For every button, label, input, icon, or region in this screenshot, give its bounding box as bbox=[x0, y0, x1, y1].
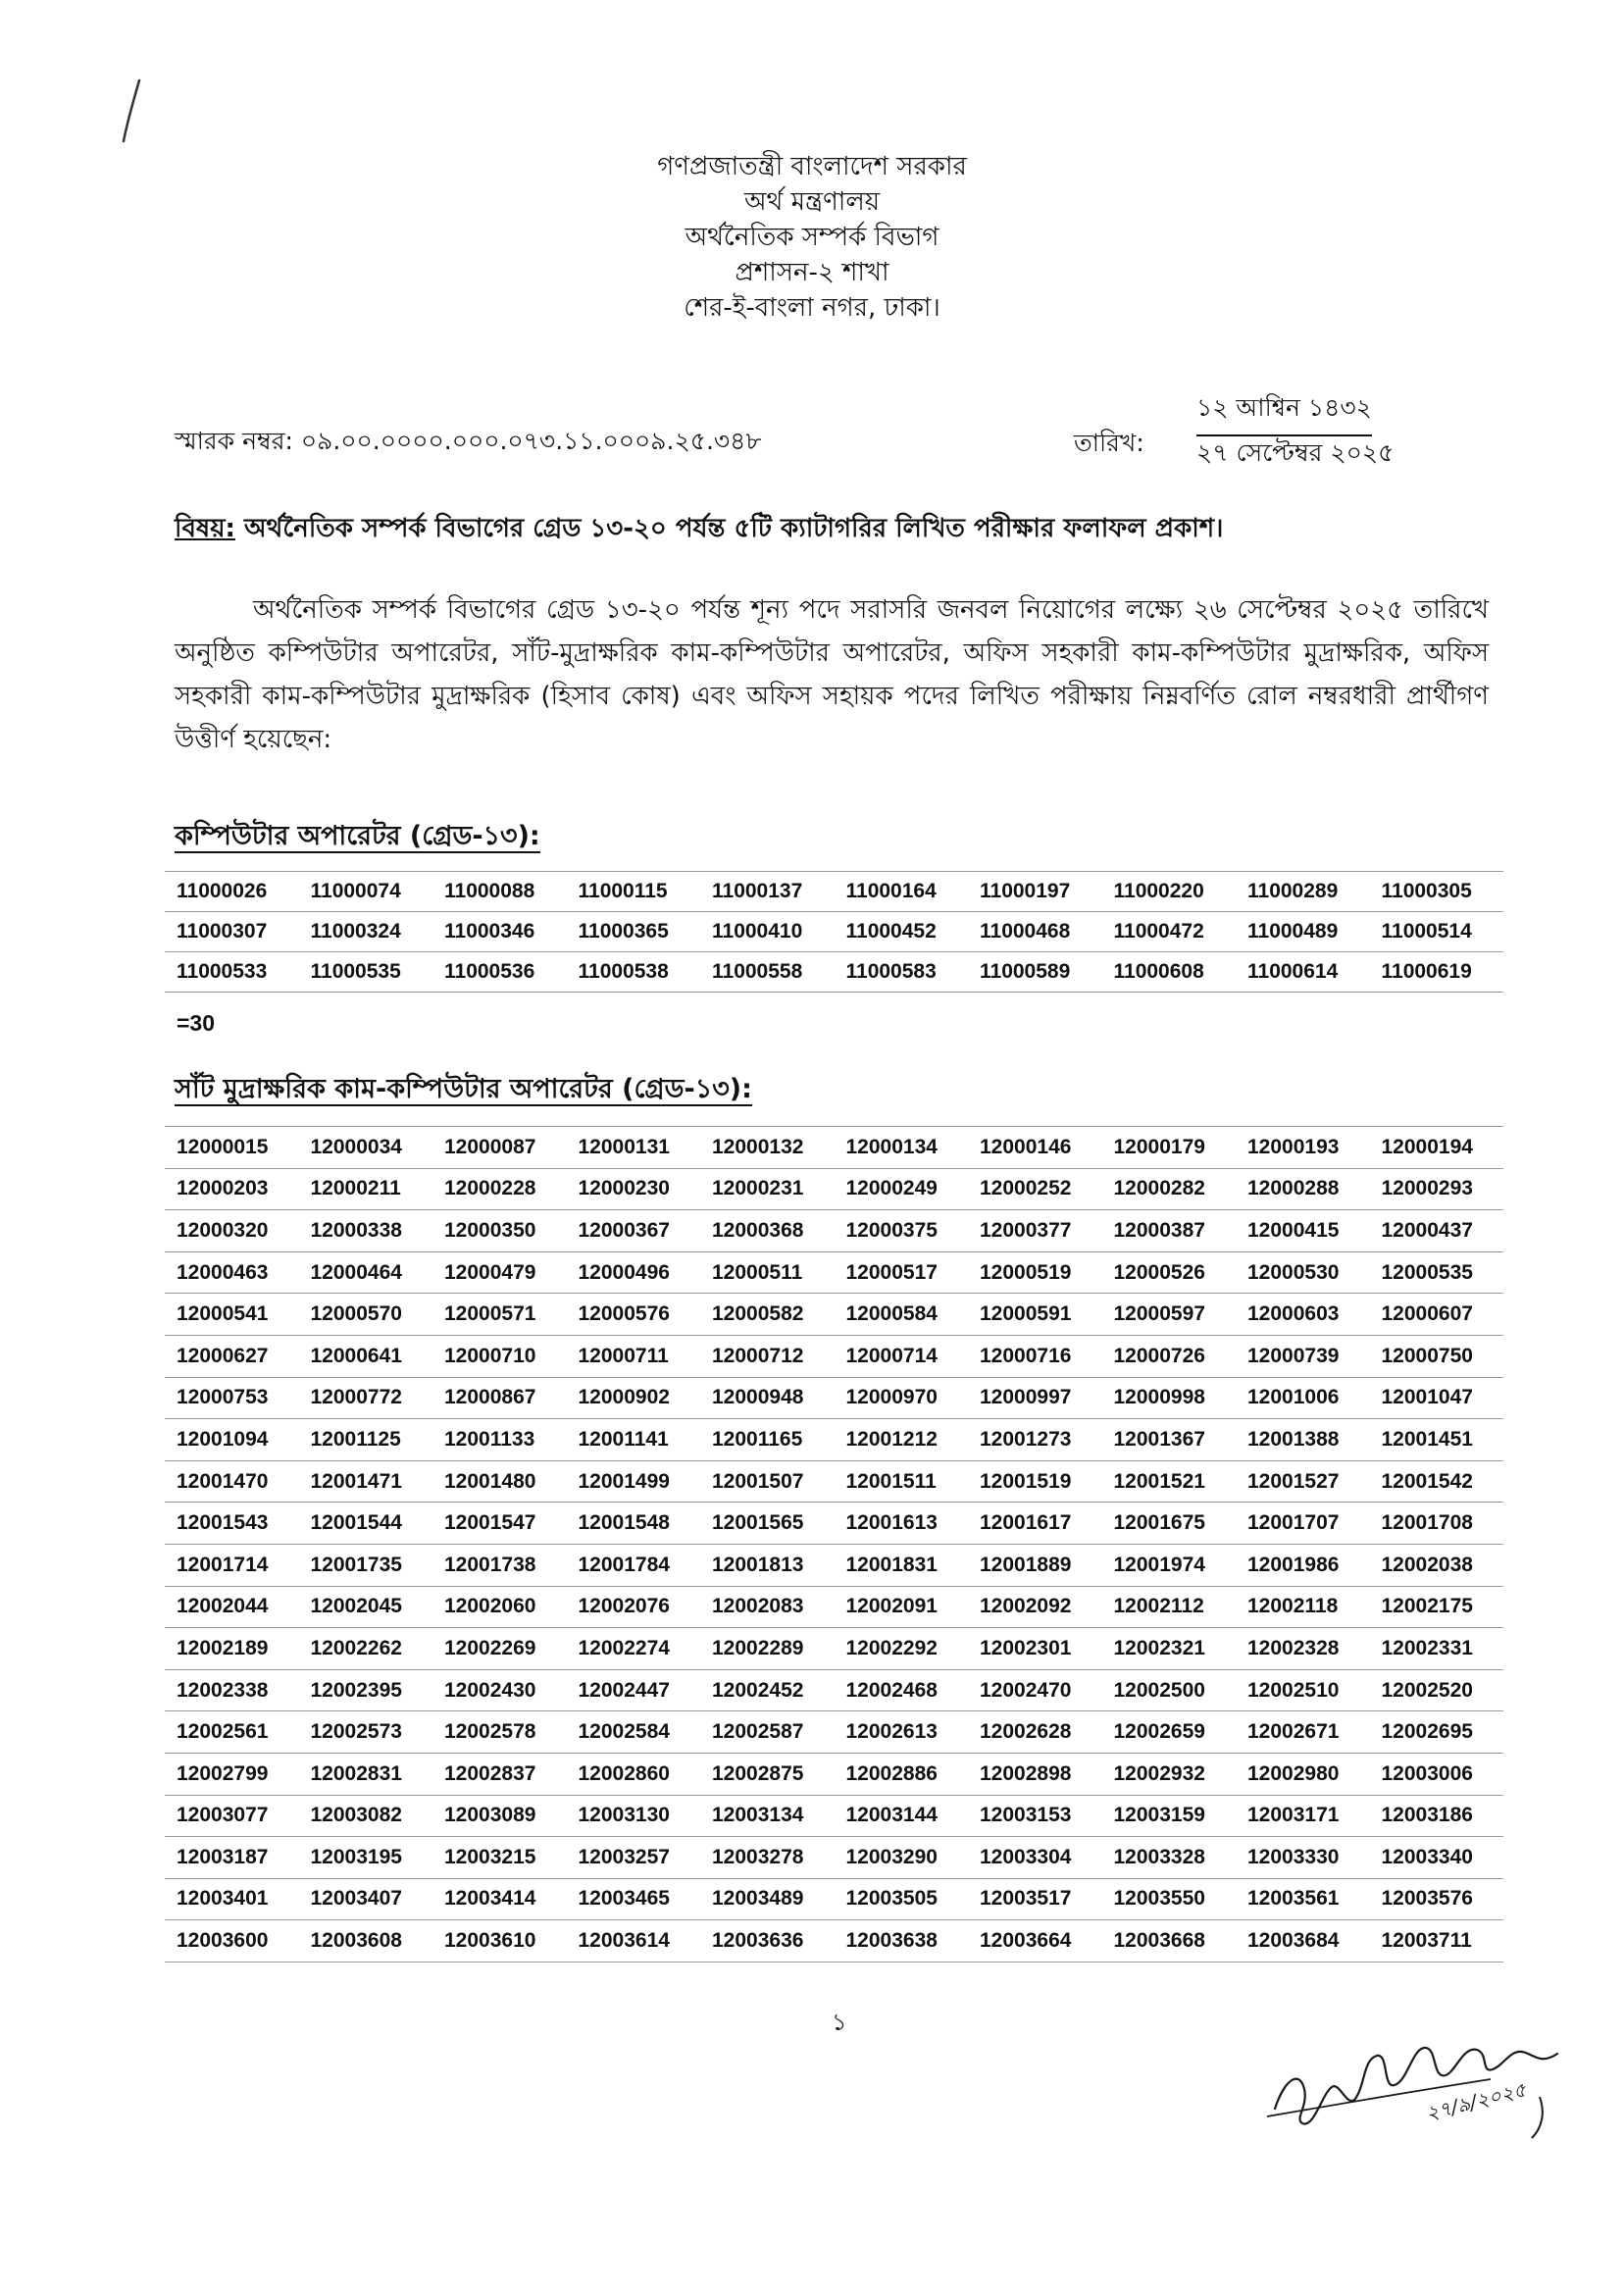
roll-number-cell: 12003489 bbox=[700, 1878, 835, 1920]
roll-number-cell: 12000597 bbox=[1102, 1294, 1237, 1336]
roll-number-cell: 12000350 bbox=[432, 1210, 567, 1252]
roll-number-cell: 12000530 bbox=[1236, 1251, 1370, 1294]
roll-number-cell: 12000377 bbox=[968, 1210, 1102, 1252]
letterhead bbox=[0, 149, 1624, 326]
table-row bbox=[165, 1377, 1503, 1419]
roll-number-cell: 12000087 bbox=[432, 1127, 567, 1169]
roll-number-cell: 12003215 bbox=[432, 1837, 567, 1879]
roll-number-cell: 12000320 bbox=[165, 1210, 299, 1252]
body-paragraph: অর্থনৈতিক সম্পর্ক বিভাগের গ্রেড ১৩-২০ পর্যন্ত শূন্য পদে সরাসরি জনবল নিয়োগের লক্ষ্যে ২৬ সেপ্টেম্বর ২০২৫ তারিখে অনুষ্ঠিত কম্পিউটার অপারেটর, সাঁট-মুদ্রাক্ষরিক কাম-কম্পিউটার অপারেটর, অফিস সহকারী কাম-কম্পিউটার মুদ্রাক্ষরিক, অফিস সহকারী কাম-কম্পিউটার মুদ্রাক্ষরিক (হিসাব কোষ) এবং অফিস সহায়ক পদের লিখিত পরীক্ষায় নিম্নবর্ণিত রোল নম্বরধারী প্রার্থীগণ উত্তীর্ণ হয়েছেন: bbox=[175, 595, 1489, 754]
roll-number-cell: 12000437 bbox=[1370, 1210, 1504, 1252]
roll-number-cell: 12002799 bbox=[165, 1753, 299, 1795]
roll-number-cell: 12000571 bbox=[432, 1294, 567, 1336]
roll-number-cell: 12000131 bbox=[567, 1127, 701, 1169]
roll-number-cell: 12002269 bbox=[432, 1628, 567, 1670]
roll-number-cell: 12002038 bbox=[1370, 1544, 1504, 1586]
roll-number-cell: 12003077 bbox=[165, 1795, 299, 1837]
roll-number-cell: 12003153 bbox=[968, 1795, 1102, 1837]
memo-reference-number: স্মারক নম্বর: ০৯.০০.০০০০.০০০.০৭৩.১১.০০০৯.২৫.৩৪৮ bbox=[175, 427, 762, 455]
roll-number-cell: 12002328 bbox=[1236, 1628, 1370, 1670]
roll-number-cell: 11000410 bbox=[700, 912, 835, 952]
roll-number-cell: 12001511 bbox=[835, 1460, 969, 1503]
roll-number-cell: 12000252 bbox=[968, 1168, 1102, 1210]
roll-number-cell: 12003401 bbox=[165, 1878, 299, 1920]
date-bangla: ১২ আশ্বিন ১৪৩২ bbox=[1196, 388, 1372, 436]
table-row bbox=[165, 1419, 1503, 1461]
roll-number-cell: 12003089 bbox=[432, 1795, 567, 1837]
roll-number-cell: 12000641 bbox=[299, 1335, 433, 1377]
date-gregorian: ২৭ সেপ্টেম্বর ২০২৫ bbox=[1196, 438, 1395, 467]
roll-number-cell: 12000712 bbox=[700, 1335, 835, 1377]
roll-number-cell: 12000535 bbox=[1370, 1251, 1504, 1294]
roll-number-cell: 12002573 bbox=[299, 1711, 433, 1754]
roll-number-cell: 12003186 bbox=[1370, 1795, 1504, 1837]
roll-number-cell: 12000179 bbox=[1102, 1127, 1237, 1169]
roll-number-cell: 12000526 bbox=[1102, 1251, 1237, 1294]
roll-number-cell: 11000583 bbox=[835, 952, 969, 993]
roll-number-cell: 12002338 bbox=[165, 1669, 299, 1711]
table-row bbox=[165, 1335, 1503, 1377]
roll-table-steno-typist bbox=[165, 1126, 1503, 1963]
roll-number-cell: 12000015 bbox=[165, 1127, 299, 1169]
roll-number-cell: 12001273 bbox=[968, 1419, 1102, 1461]
roll-number-cell: 12000375 bbox=[835, 1210, 969, 1252]
roll-number-cell: 12001367 bbox=[1102, 1419, 1237, 1461]
roll-number-cell: 12003711 bbox=[1370, 1920, 1504, 1963]
roll-table-computer-operator bbox=[165, 871, 1503, 993]
roll-number-cell: 12003465 bbox=[567, 1878, 701, 1920]
roll-number-cell: 11000088 bbox=[432, 872, 567, 912]
subject-line bbox=[175, 508, 1449, 551]
roll-number-cell: 12002292 bbox=[835, 1628, 969, 1670]
roll-number-cell: 11000558 bbox=[700, 952, 835, 993]
subject-text: অর্থনৈতিক সম্পর্ক বিভাগের গ্রেড ১৩-২০ পর্যন্ত ৫টি ক্যাটাগরির লিখিত পরীক্ষার ফলাফল প্রকাশ। bbox=[244, 514, 1224, 543]
roll-number-cell: 12002118 bbox=[1236, 1586, 1370, 1628]
roll-number-cell: 12002671 bbox=[1236, 1711, 1370, 1754]
roll-number-cell: 11000489 bbox=[1236, 912, 1370, 952]
roll-number-cell: 12000034 bbox=[299, 1127, 433, 1169]
roll-number-cell: 11000289 bbox=[1236, 872, 1370, 912]
roll-number-cell: 12001527 bbox=[1236, 1460, 1370, 1503]
roll-number-cell: 12001813 bbox=[700, 1544, 835, 1586]
roll-number-cell: 12003006 bbox=[1370, 1753, 1504, 1795]
roll-number-cell: 12002321 bbox=[1102, 1628, 1237, 1670]
roll-number-cell: 12000203 bbox=[165, 1168, 299, 1210]
roll-number-cell: 12001470 bbox=[165, 1460, 299, 1503]
roll-number-cell: 12002980 bbox=[1236, 1753, 1370, 1795]
roll-number-cell: 12001714 bbox=[165, 1544, 299, 1586]
roll-number-cell: 12003636 bbox=[700, 1920, 835, 1963]
subject-label: বিষয়: bbox=[175, 514, 235, 543]
roll-number-cell: 12000249 bbox=[835, 1168, 969, 1210]
handwritten-signature bbox=[1245, 1991, 1579, 2148]
roll-number-cell: 12000576 bbox=[567, 1294, 701, 1336]
table-row bbox=[165, 1878, 1503, 1920]
roll-number-cell: 12001831 bbox=[835, 1544, 969, 1586]
roll-number-cell: 12002520 bbox=[1370, 1669, 1504, 1711]
table-row bbox=[165, 1460, 1503, 1503]
roll-number-cell: 12002584 bbox=[567, 1711, 701, 1754]
roll-number-cell: 12000582 bbox=[700, 1294, 835, 1336]
roll-number-cell: 12002092 bbox=[968, 1586, 1102, 1628]
roll-number-cell: 12000479 bbox=[432, 1251, 567, 1294]
roll-number-cell: 12001889 bbox=[968, 1544, 1102, 1586]
roll-number-cell: 12000710 bbox=[432, 1335, 567, 1377]
roll-number-cell: 11000614 bbox=[1236, 952, 1370, 993]
roll-number-cell: 12002060 bbox=[432, 1586, 567, 1628]
roll-number-cell: 12002289 bbox=[700, 1628, 835, 1670]
roll-number-cell: 11000305 bbox=[1370, 872, 1504, 912]
roll-number-cell: 12001519 bbox=[968, 1460, 1102, 1503]
roll-number-cell: 11000536 bbox=[432, 952, 567, 993]
date-label: তারিখ: bbox=[1074, 429, 1144, 457]
roll-number-cell: 11000137 bbox=[700, 872, 835, 912]
roll-number-cell: 12001499 bbox=[567, 1460, 701, 1503]
section-heading-text: কম্পিউটার অপারেটর (গ্রেড-১৩): bbox=[175, 821, 540, 851]
table-row bbox=[165, 1586, 1503, 1628]
table-row bbox=[165, 1920, 1503, 1963]
roll-number-cell: 12001735 bbox=[299, 1544, 433, 1586]
roll-number-cell: 12003328 bbox=[1102, 1837, 1237, 1879]
roll-number-cell: 12001006 bbox=[1236, 1377, 1370, 1419]
roll-number-cell: 12000211 bbox=[299, 1168, 433, 1210]
roll-number-cell: 12003576 bbox=[1370, 1878, 1504, 1920]
roll-number-cell: 12001212 bbox=[835, 1419, 969, 1461]
roll-number-cell: 12003414 bbox=[432, 1878, 567, 1920]
roll-number-cell: 12000739 bbox=[1236, 1335, 1370, 1377]
roll-number-cell: 11000307 bbox=[165, 912, 299, 952]
roll-number-cell: 12000338 bbox=[299, 1210, 433, 1252]
roll-number-cell: 12003278 bbox=[700, 1837, 835, 1879]
page-number: ১ bbox=[832, 2009, 847, 2036]
section-heading-computer-operator bbox=[175, 816, 540, 860]
roll-number-cell: 12001544 bbox=[299, 1503, 433, 1545]
roll-number-cell: 12001133 bbox=[432, 1419, 567, 1461]
roll-number-cell: 12000591 bbox=[968, 1294, 1102, 1336]
roll-number-cell: 12002831 bbox=[299, 1753, 433, 1795]
roll-number-cell: 12000603 bbox=[1236, 1294, 1370, 1336]
roll-number-cell: 12000714 bbox=[835, 1335, 969, 1377]
table-row bbox=[165, 1168, 1503, 1210]
letterhead-government: গণপ্রজাতন্ত্রী বাংলাদেশ সরকার bbox=[657, 152, 967, 181]
roll-number-cell: 12000132 bbox=[700, 1127, 835, 1169]
roll-number-cell: 11000608 bbox=[1102, 952, 1237, 993]
roll-number-cell: 12001507 bbox=[700, 1460, 835, 1503]
roll-number-cell: 12002886 bbox=[835, 1753, 969, 1795]
roll-number-cell: 12001565 bbox=[700, 1503, 835, 1545]
roll-number-cell: 12001521 bbox=[1102, 1460, 1237, 1503]
section-heading-text: সাঁট মুদ্রাক্ষরিক কাম-কম্পিউটার অপারেটর (গ্রেড-১৩): bbox=[175, 1074, 752, 1104]
roll-number-cell: 11000533 bbox=[165, 952, 299, 993]
roll-number-cell: 12003505 bbox=[835, 1878, 969, 1920]
roll-number-cell: 11000589 bbox=[968, 952, 1102, 993]
roll-number-cell: 12000231 bbox=[700, 1168, 835, 1210]
table-row bbox=[165, 912, 1503, 952]
table-row bbox=[165, 1544, 1503, 1586]
roll-number-cell: 12003082 bbox=[299, 1795, 433, 1837]
table-row bbox=[165, 1795, 1503, 1837]
table-row bbox=[165, 1711, 1503, 1754]
roll-number-cell: 12000570 bbox=[299, 1294, 433, 1336]
letterhead-division: অর্থনৈতিক সম্পর্ক বিভাগ bbox=[685, 223, 939, 252]
roll-number-cell: 12000541 bbox=[165, 1294, 299, 1336]
roll-number-cell: 11000197 bbox=[968, 872, 1102, 912]
roll-number-cell: 12001547 bbox=[432, 1503, 567, 1545]
roll-number-cell: 12002561 bbox=[165, 1711, 299, 1754]
roll-number-cell: 12001986 bbox=[1236, 1544, 1370, 1586]
roll-number-cell: 12001125 bbox=[299, 1419, 433, 1461]
roll-number-cell: 12002837 bbox=[432, 1753, 567, 1795]
roll-number-cell: 12001974 bbox=[1102, 1544, 1237, 1586]
roll-number-cell: 12002189 bbox=[165, 1628, 299, 1670]
table-row bbox=[165, 1503, 1503, 1545]
roll-number-cell: 11000535 bbox=[299, 952, 433, 993]
roll-number-cell: 11000220 bbox=[1102, 872, 1237, 912]
roll-number-cell: 12000146 bbox=[968, 1127, 1102, 1169]
roll-number-cell: 11000346 bbox=[432, 912, 567, 952]
roll-number-cell: 12000464 bbox=[299, 1251, 433, 1294]
table-row bbox=[165, 872, 1503, 912]
roll-number-cell: 12002430 bbox=[432, 1669, 567, 1711]
table-row bbox=[165, 1628, 1503, 1670]
roll-number-cell: 12003257 bbox=[567, 1837, 701, 1879]
roll-number-cell: 12001542 bbox=[1370, 1460, 1504, 1503]
roll-number-cell: 12001707 bbox=[1236, 1503, 1370, 1545]
roll-number-cell: 12000607 bbox=[1370, 1294, 1504, 1336]
roll-number-cell: 12000387 bbox=[1102, 1210, 1237, 1252]
roll-number-cell: 12003187 bbox=[165, 1837, 299, 1879]
roll-number-cell: 12001165 bbox=[700, 1419, 835, 1461]
roll-number-cell: 11000514 bbox=[1370, 912, 1504, 952]
roll-number-cell: 12002274 bbox=[567, 1628, 701, 1670]
roll-number-cell: 12002860 bbox=[567, 1753, 701, 1795]
roll-number-cell: 12003330 bbox=[1236, 1837, 1370, 1879]
roll-number-cell: 12003130 bbox=[567, 1795, 701, 1837]
roll-number-cell: 12002510 bbox=[1236, 1669, 1370, 1711]
roll-number-cell: 12002875 bbox=[700, 1753, 835, 1795]
table-row bbox=[165, 1210, 1503, 1252]
roll-number-cell: 12000970 bbox=[835, 1377, 969, 1419]
roll-number-cell: 12000716 bbox=[968, 1335, 1102, 1377]
roll-number-cell: 12003134 bbox=[700, 1795, 835, 1837]
roll-number-cell: 12003171 bbox=[1236, 1795, 1370, 1837]
roll-number-cell: 12002395 bbox=[299, 1669, 433, 1711]
roll-number-cell: 12003550 bbox=[1102, 1878, 1237, 1920]
roll-number-cell: 12001094 bbox=[165, 1419, 299, 1461]
roll-number-cell: 11000619 bbox=[1370, 952, 1504, 993]
roll-number-cell: 12000998 bbox=[1102, 1377, 1237, 1419]
roll-number-cell: 12002452 bbox=[700, 1669, 835, 1711]
roll-number-cell: 12000519 bbox=[968, 1251, 1102, 1294]
roll-number-cell: 12001613 bbox=[835, 1503, 969, 1545]
roll-number-cell: 12002695 bbox=[1370, 1711, 1504, 1754]
roll-number-cell: 12002578 bbox=[432, 1711, 567, 1754]
roll-number-cell: 12003340 bbox=[1370, 1837, 1504, 1879]
roll-number-cell: 11000164 bbox=[835, 872, 969, 912]
roll-number-cell: 12001480 bbox=[432, 1460, 567, 1503]
roll-number-cell: 12003517 bbox=[968, 1878, 1102, 1920]
roll-number-cell: 12003638 bbox=[835, 1920, 969, 1963]
roll-number-cell: 12002659 bbox=[1102, 1711, 1237, 1754]
roll-number-cell: 12001471 bbox=[299, 1460, 433, 1503]
roll-number-cell: 12000288 bbox=[1236, 1168, 1370, 1210]
roll-number-cell: 12002447 bbox=[567, 1669, 701, 1711]
roll-number-cell: 12002613 bbox=[835, 1711, 969, 1754]
letterhead-branch: প্রশাসন-২ শাখা bbox=[735, 258, 889, 287]
roll-number-cell: 12000230 bbox=[567, 1168, 701, 1210]
roll-number-cell: 12002262 bbox=[299, 1628, 433, 1670]
roll-number-cell: 12002932 bbox=[1102, 1753, 1237, 1795]
roll-number-cell: 11000472 bbox=[1102, 912, 1237, 952]
table-row bbox=[165, 1753, 1503, 1795]
roll-number-cell: 12000293 bbox=[1370, 1168, 1504, 1210]
roll-number-cell: 12001543 bbox=[165, 1503, 299, 1545]
roll-number-cell: 12001388 bbox=[1236, 1419, 1370, 1461]
roll-number-cell: 12001708 bbox=[1370, 1503, 1504, 1545]
roll-number-cell: 12000193 bbox=[1236, 1127, 1370, 1169]
roll-number-cell: 12002470 bbox=[968, 1669, 1102, 1711]
table-row bbox=[165, 952, 1503, 993]
roll-number-cell: 12000367 bbox=[567, 1210, 701, 1252]
roll-number-cell: 12003304 bbox=[968, 1837, 1102, 1879]
pen-slash-mark bbox=[116, 76, 145, 145]
roll-number-cell: 12001451 bbox=[1370, 1419, 1504, 1461]
section-total-count: =30 bbox=[177, 1010, 216, 1036]
roll-number-cell: 12000228 bbox=[432, 1168, 567, 1210]
roll-number-cell: 12000772 bbox=[299, 1377, 433, 1419]
roll-number-cell: 12000194 bbox=[1370, 1127, 1504, 1169]
roll-number-cell: 12003407 bbox=[299, 1878, 433, 1920]
section-heading-steno-typist bbox=[175, 1069, 752, 1113]
letterhead-ministry: অর্থ মন্ত্রণালয় bbox=[743, 187, 881, 217]
roll-number-cell: 12000750 bbox=[1370, 1335, 1504, 1377]
roll-number-cell: 12002468 bbox=[835, 1669, 969, 1711]
roll-number-cell: 12000627 bbox=[165, 1335, 299, 1377]
roll-number-cell: 12002500 bbox=[1102, 1669, 1237, 1711]
roll-number-cell: 12002045 bbox=[299, 1586, 433, 1628]
roll-number-cell: 12000867 bbox=[432, 1377, 567, 1419]
roll-number-cell: 12000134 bbox=[835, 1127, 969, 1169]
roll-number-cell: 12001738 bbox=[432, 1544, 567, 1586]
roll-number-cell: 12001784 bbox=[567, 1544, 701, 1586]
roll-number-cell: 12002076 bbox=[567, 1586, 701, 1628]
roll-number-cell: 12002044 bbox=[165, 1586, 299, 1628]
roll-number-cell: 12003610 bbox=[432, 1920, 567, 1963]
roll-number-cell: 12003144 bbox=[835, 1795, 969, 1837]
roll-number-cell: 11000365 bbox=[567, 912, 701, 952]
roll-number-cell: 12002301 bbox=[968, 1628, 1102, 1670]
roll-number-cell: 12000496 bbox=[567, 1251, 701, 1294]
roll-number-cell: 12002587 bbox=[700, 1711, 835, 1754]
roll-number-cell: 12003195 bbox=[299, 1837, 433, 1879]
roll-number-cell: 12001141 bbox=[567, 1419, 701, 1461]
roll-number-cell: 12000726 bbox=[1102, 1335, 1237, 1377]
table-row bbox=[165, 1251, 1503, 1294]
roll-number-cell: 12001047 bbox=[1370, 1377, 1504, 1419]
roll-number-cell: 12000997 bbox=[968, 1377, 1102, 1419]
roll-number-cell: 11000452 bbox=[835, 912, 969, 952]
roll-number-cell: 12002083 bbox=[700, 1586, 835, 1628]
roll-number-cell: 11000074 bbox=[299, 872, 433, 912]
table-row bbox=[165, 1837, 1503, 1879]
roll-number-cell: 12003614 bbox=[567, 1920, 701, 1963]
roll-number-cell: 12003561 bbox=[1236, 1878, 1370, 1920]
table-row bbox=[165, 1127, 1503, 1169]
roll-number-cell: 12000368 bbox=[700, 1210, 835, 1252]
roll-number-cell: 12003684 bbox=[1236, 1920, 1370, 1963]
table-row bbox=[165, 1294, 1503, 1336]
letterhead-address: শের-ই-বাংলা নগর, ঢাকা। bbox=[684, 293, 940, 323]
roll-number-cell: 12000584 bbox=[835, 1294, 969, 1336]
roll-number-cell: 12000282 bbox=[1102, 1168, 1237, 1210]
roll-number-cell: 12003668 bbox=[1102, 1920, 1237, 1963]
roll-number-cell: 11000468 bbox=[968, 912, 1102, 952]
roll-number-cell: 12003664 bbox=[968, 1920, 1102, 1963]
roll-number-cell: 12000902 bbox=[567, 1377, 701, 1419]
roll-number-cell: 12002628 bbox=[968, 1711, 1102, 1754]
roll-number-cell: 11000026 bbox=[165, 872, 299, 912]
table-row bbox=[165, 1669, 1503, 1711]
roll-number-cell: 12000517 bbox=[835, 1251, 969, 1294]
roll-number-cell: 12002175 bbox=[1370, 1586, 1504, 1628]
roll-number-cell: 12001617 bbox=[968, 1503, 1102, 1545]
roll-number-cell: 12001675 bbox=[1102, 1503, 1237, 1545]
roll-number-cell: 12002898 bbox=[968, 1753, 1102, 1795]
roll-number-cell: 12000463 bbox=[165, 1251, 299, 1294]
roll-number-cell: 12000711 bbox=[567, 1335, 701, 1377]
roll-number-cell: 12002331 bbox=[1370, 1628, 1504, 1670]
roll-number-cell: 12002112 bbox=[1102, 1586, 1237, 1628]
roll-number-cell: 11000538 bbox=[567, 952, 701, 993]
roll-number-cell: 12002091 bbox=[835, 1586, 969, 1628]
roll-number-cell: 12003159 bbox=[1102, 1795, 1237, 1837]
roll-number-cell: 11000324 bbox=[299, 912, 433, 952]
roll-number-cell: 12003600 bbox=[165, 1920, 299, 1963]
roll-number-cell: 12000753 bbox=[165, 1377, 299, 1419]
roll-number-cell: 12003608 bbox=[299, 1920, 433, 1963]
roll-number-cell: 12003290 bbox=[835, 1837, 969, 1879]
roll-number-cell: 12000511 bbox=[700, 1251, 835, 1294]
svg-text:২৭/৯/২০২৫: ২৭/৯/২০২৫ bbox=[1423, 2077, 1529, 2125]
roll-number-cell: 12000948 bbox=[700, 1377, 835, 1419]
roll-number-cell: 12001548 bbox=[567, 1503, 701, 1545]
roll-number-cell: 11000115 bbox=[567, 872, 701, 912]
roll-number-cell: 12000415 bbox=[1236, 1210, 1370, 1252]
